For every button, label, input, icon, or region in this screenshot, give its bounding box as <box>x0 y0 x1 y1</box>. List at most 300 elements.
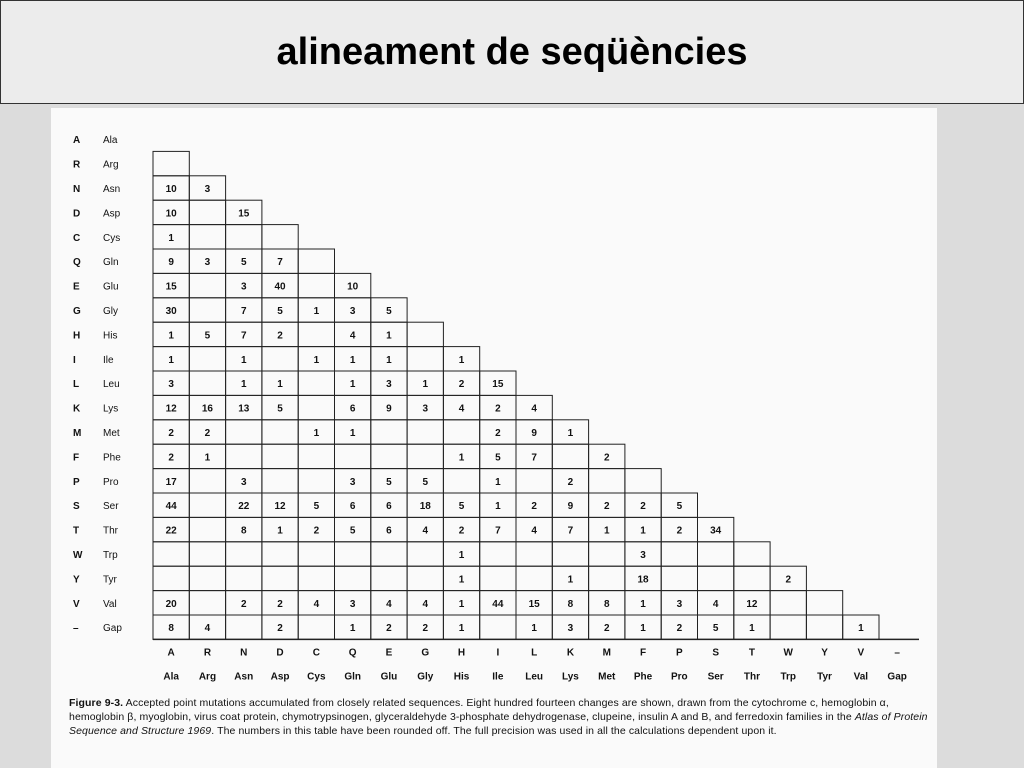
cell-value: 15 <box>492 379 504 391</box>
cell-value: 1 <box>313 428 320 439</box>
matrix-cell <box>407 444 443 468</box>
matrix-cell <box>770 591 806 615</box>
matrix-cell <box>153 566 189 590</box>
row-code: V <box>73 598 80 610</box>
matrix-cell <box>335 566 371 590</box>
column-abbr: His <box>453 671 470 683</box>
row-abbr: Val <box>103 598 117 610</box>
cell-value: 2 <box>386 623 392 635</box>
cell-value: 1 <box>313 354 320 366</box>
cell-value: 1 <box>349 623 356 635</box>
matrix-cell <box>262 469 298 493</box>
cell-value: 2 <box>603 623 610 635</box>
cell-value: 1 <box>749 623 755 635</box>
cell-value: 12 <box>274 501 286 513</box>
caption-label: Figure 9-3. <box>69 697 124 709</box>
cell-value: 5 <box>386 476 392 488</box>
column-code: S <box>712 647 719 659</box>
matrix-cell <box>625 469 661 493</box>
matrix-cell <box>189 371 225 395</box>
column-abbr: Thr <box>743 671 761 683</box>
column-code: F <box>639 647 647 659</box>
row-code: C <box>73 232 81 244</box>
cell-value: 1 <box>386 330 392 342</box>
matrix-cell <box>298 249 334 273</box>
row-abbr: Cys <box>103 232 121 244</box>
cell-value: 1 <box>458 452 465 464</box>
matrix-cell <box>407 420 443 444</box>
row-code: L <box>73 379 80 391</box>
cell-value: 12 <box>746 598 758 610</box>
matrix-cell <box>298 444 334 468</box>
column-abbr: Gln <box>344 671 361 683</box>
cell-value: 1 <box>349 354 356 366</box>
column-code: T <box>748 647 756 659</box>
cell-value: 7 <box>531 452 537 464</box>
column-abbr: Ile <box>492 671 504 683</box>
matrix-cell <box>371 444 407 468</box>
cell-value: 5 <box>495 452 501 464</box>
cell-value: 3 <box>240 281 247 293</box>
column-abbr: Ser <box>707 671 724 683</box>
row-abbr: Pro <box>103 476 119 488</box>
row-abbr: Asn <box>103 184 121 195</box>
matrix-cell <box>298 566 334 590</box>
cell-value: 3 <box>240 476 247 488</box>
cell-value: 9 <box>386 403 392 415</box>
cell-value: 7 <box>495 525 501 537</box>
column-code: I <box>496 647 500 659</box>
row-code: A <box>73 135 81 147</box>
matrix-cell <box>407 347 443 371</box>
cell-value: 22 <box>165 525 177 537</box>
cell-value: 7 <box>240 330 247 342</box>
figure-caption <box>69 696 931 738</box>
cell-value: 5 <box>422 476 429 488</box>
cell-value: 6 <box>386 525 392 537</box>
column-abbr: Asn <box>234 671 254 683</box>
matrix-cell <box>516 542 552 566</box>
row-abbr: Ala <box>103 135 118 147</box>
column-abbr: Gly <box>417 671 434 683</box>
column-abbr: Ala <box>163 671 179 683</box>
row-abbr: Gln <box>103 257 119 269</box>
column-code: H <box>457 647 466 659</box>
cell-value: 5 <box>277 306 283 317</box>
cell-value: 16 <box>201 403 214 415</box>
cell-value: 10 <box>165 208 177 220</box>
cell-value: 1 <box>386 354 392 366</box>
row-abbr: Thr <box>103 525 118 537</box>
cell-value: 1 <box>240 354 247 366</box>
cell-value: 15 <box>165 281 177 293</box>
caption-source: Atlas of Protein Sequence and Structure 1969 <box>69 711 928 737</box>
matrix-cell <box>371 420 407 444</box>
row-code: W <box>73 550 83 561</box>
row-code: Y <box>73 574 80 586</box>
column-code: K <box>566 647 575 659</box>
matrix-cell <box>516 566 552 590</box>
column-abbr: Phe <box>633 671 653 683</box>
matrix-cell <box>770 615 806 639</box>
cell-value: 12 <box>165 403 177 415</box>
slide-title: alineament de seqüències <box>276 30 748 73</box>
matrix-cell <box>189 347 225 371</box>
row-abbr: Gly <box>103 306 118 317</box>
cell-value: 5 <box>240 257 247 269</box>
column-code: W <box>783 647 793 659</box>
caption-text-2: . The numbers in this table have been rounded off. The full precision was used in all the calculations dependent upon it. <box>211 725 777 737</box>
cell-value: 7 <box>567 525 574 537</box>
column-abbr: Lys <box>562 671 579 683</box>
cell-value: 1 <box>458 354 465 366</box>
column-code: P <box>676 647 683 659</box>
column-code: Y <box>821 647 828 659</box>
matrix-cell <box>480 542 516 566</box>
row-code: D <box>73 208 81 220</box>
matrix-cell <box>189 566 225 590</box>
cell-value: 1 <box>531 623 537 635</box>
column-abbr: Asp <box>270 671 290 683</box>
matrix-cell <box>698 566 734 590</box>
cell-value: 44 <box>492 598 504 610</box>
scanned-figure <box>51 108 937 768</box>
matrix-cell <box>226 566 262 590</box>
cell-value: 15 <box>528 598 540 610</box>
cell-value: 2 <box>603 452 610 464</box>
cell-value: 40 <box>274 281 286 293</box>
cell-value: 8 <box>567 598 574 610</box>
matrix-cell <box>552 542 588 566</box>
mutation-matrix <box>51 108 937 688</box>
caption-text-1: Accepted point mutations accumulated from closely related sequences. Eight hundred fourteen changes are shown, drawn from the cytochrome c, hemoglobin α, hemoglobin β, myoglobin, virus coat protein, chymotrypsinogen, glyceraldehyde 3-phosphate dehydrogenase, clupeine, insulin A and B, and ferredoxin families in the <box>69 697 889 723</box>
matrix-cell <box>407 566 443 590</box>
cell-value: 1 <box>640 623 646 635</box>
matrix-cell <box>298 542 334 566</box>
column-code: N <box>240 647 248 659</box>
cell-value: 2 <box>240 598 247 610</box>
row-code: M <box>73 428 82 439</box>
cell-value: 4 <box>349 330 356 342</box>
matrix-cell <box>153 542 189 566</box>
cell-value: 1 <box>277 525 283 537</box>
matrix-cell <box>661 542 697 566</box>
matrix-cell <box>262 566 298 590</box>
cell-value: 2 <box>458 525 465 537</box>
cell-value: 8 <box>603 598 610 610</box>
cell-value: 2 <box>676 525 683 537</box>
cell-value: 3 <box>349 476 356 488</box>
cell-value: 5 <box>349 525 356 537</box>
cell-value: 4 <box>386 598 392 610</box>
cell-value: 3 <box>349 306 356 317</box>
cell-value: 2 <box>567 476 574 488</box>
matrix-cell <box>371 542 407 566</box>
cell-value: 5 <box>458 501 465 513</box>
cell-value: 3 <box>567 623 574 635</box>
matrix-cell <box>734 542 770 566</box>
column-code: C <box>312 647 320 659</box>
matrix-cell <box>480 615 516 639</box>
matrix-cell <box>189 517 225 541</box>
cell-value: 1 <box>349 428 356 439</box>
matrix-cell <box>661 566 697 590</box>
slide-title-bar <box>0 0 1024 104</box>
matrix-cell <box>443 420 479 444</box>
matrix-cell <box>298 469 334 493</box>
matrix-cell <box>407 322 443 346</box>
row-abbr: Tyr <box>103 574 117 586</box>
cell-value: 1 <box>567 428 574 439</box>
cell-value: 13 <box>238 403 250 415</box>
cell-value: 3 <box>640 550 646 561</box>
cell-value: 3 <box>204 184 211 195</box>
cell-value: 4 <box>422 525 429 537</box>
cell-value: 2 <box>495 428 501 439</box>
cell-value: 2 <box>603 501 610 513</box>
cell-value: 2 <box>640 501 646 513</box>
cell-value: 5 <box>313 501 320 513</box>
matrix-cell <box>153 151 189 175</box>
cell-value: 1 <box>168 330 174 342</box>
matrix-cell <box>189 298 225 322</box>
column-code: G <box>421 647 430 659</box>
cell-value: 5 <box>204 330 211 342</box>
matrix-cell <box>262 542 298 566</box>
column-code: V <box>857 647 865 659</box>
cell-value: 7 <box>240 306 247 317</box>
matrix-cell <box>189 469 225 493</box>
cell-value: 2 <box>422 623 429 635</box>
cell-value: 30 <box>165 306 177 317</box>
row-code: N <box>73 184 81 195</box>
column-code: – <box>894 647 900 659</box>
cell-value: 4 <box>531 403 537 415</box>
cell-value: 2 <box>277 598 283 610</box>
cell-value: 1 <box>204 452 211 464</box>
cell-value: 4 <box>531 525 537 537</box>
row-code: G <box>73 306 81 317</box>
matrix-cell <box>298 395 334 419</box>
matrix-cell <box>226 420 262 444</box>
matrix-cell <box>552 444 588 468</box>
cell-value: 1 <box>168 232 174 244</box>
column-code: Q <box>348 647 357 659</box>
row-abbr: Glu <box>103 281 119 293</box>
cell-value: 15 <box>238 208 250 220</box>
matrix-cell <box>734 566 770 590</box>
row-code: T <box>73 525 80 537</box>
matrix-cell <box>806 615 842 639</box>
column-abbr: Val <box>853 671 869 683</box>
row-abbr: Lys <box>103 403 119 415</box>
cell-value: 1 <box>349 379 356 391</box>
matrix-cell <box>189 273 225 297</box>
cell-value: 2 <box>458 379 465 391</box>
column-code: M <box>602 647 611 659</box>
cell-value: 22 <box>238 501 250 513</box>
cell-value: 5 <box>676 501 683 513</box>
row-abbr: Asp <box>103 208 121 220</box>
column-abbr: Leu <box>525 671 544 683</box>
matrix-cell <box>589 469 625 493</box>
matrix-cell <box>189 493 225 517</box>
row-abbr: Ser <box>103 501 119 513</box>
cell-value: 2 <box>313 525 320 537</box>
cell-value: 2 <box>168 452 174 464</box>
cell-value: 1 <box>458 623 465 635</box>
cell-value: 6 <box>386 501 392 513</box>
cell-value: 2 <box>277 623 283 635</box>
cell-value: 1 <box>422 379 429 391</box>
matrix-cell <box>226 615 262 639</box>
cell-value: 3 <box>168 379 174 391</box>
matrix-cell <box>189 542 225 566</box>
cell-value: 8 <box>240 525 247 537</box>
cell-value: 6 <box>349 403 356 415</box>
column-code: A <box>167 647 175 659</box>
cell-value: 2 <box>495 403 501 415</box>
row-code: K <box>73 403 81 415</box>
matrix-cell <box>262 347 298 371</box>
row-abbr: Ile <box>103 354 114 366</box>
matrix-cell <box>226 542 262 566</box>
row-code: I <box>73 354 76 366</box>
matrix-cell <box>806 591 842 615</box>
column-abbr: Cys <box>307 671 326 683</box>
cell-value: 10 <box>347 281 359 293</box>
row-code: R <box>73 159 81 171</box>
cell-value: 3 <box>676 598 683 610</box>
row-abbr: Met <box>103 428 120 439</box>
column-code: R <box>203 647 212 659</box>
row-code: P <box>73 476 80 488</box>
cell-value: 20 <box>165 598 177 610</box>
cell-value: 1 <box>858 623 864 635</box>
cell-value: 4 <box>204 623 211 635</box>
cell-value: 9 <box>567 501 574 513</box>
cell-value: 5 <box>386 306 392 317</box>
cell-value: 3 <box>204 257 211 269</box>
matrix-cell <box>371 566 407 590</box>
matrix-cell <box>189 591 225 615</box>
row-code: E <box>73 281 80 293</box>
cell-value: 1 <box>168 354 174 366</box>
matrix-cell <box>407 542 443 566</box>
cell-value: 1 <box>495 501 501 513</box>
cell-value: 2 <box>785 574 792 586</box>
cell-value: 7 <box>277 257 283 269</box>
cell-value: 5 <box>712 623 719 635</box>
cell-value: 1 <box>567 574 574 586</box>
cell-value: 1 <box>603 525 610 537</box>
cell-value: 2 <box>168 428 174 439</box>
cell-value: 9 <box>168 257 174 269</box>
column-abbr: Tyr <box>817 671 832 683</box>
matrix-cell <box>443 469 479 493</box>
row-abbr: Trp <box>103 550 118 561</box>
row-abbr: Phe <box>103 452 121 464</box>
cell-value: 44 <box>165 501 177 513</box>
cell-value: 3 <box>349 598 356 610</box>
matrix-cell <box>298 273 334 297</box>
cell-value: 1 <box>277 379 283 391</box>
matrix-cell <box>589 566 625 590</box>
column-abbr: Gap <box>887 671 907 683</box>
cell-value: 5 <box>277 403 283 415</box>
cell-value: 2 <box>277 330 283 342</box>
cell-value: 3 <box>386 379 392 391</box>
cell-value: 4 <box>458 403 465 415</box>
cell-value: 4 <box>422 598 429 610</box>
cell-value: 1 <box>495 476 501 488</box>
matrix-cell <box>262 444 298 468</box>
matrix-cell <box>516 469 552 493</box>
column-code: E <box>385 647 393 659</box>
column-abbr: Glu <box>380 671 398 683</box>
cell-value: 2 <box>204 428 211 439</box>
cell-value: 1 <box>458 598 465 610</box>
cell-value: 17 <box>165 476 177 488</box>
matrix-cell <box>189 225 225 249</box>
cell-value: 18 <box>419 501 431 513</box>
cell-value: 3 <box>422 403 429 415</box>
cell-value: 34 <box>710 525 722 537</box>
matrix-cell <box>589 542 625 566</box>
matrix-cell <box>262 420 298 444</box>
matrix-cell <box>262 225 298 249</box>
matrix-cell <box>298 615 334 639</box>
matrix-cell <box>698 542 734 566</box>
cell-value: 2 <box>676 623 683 635</box>
row-code: F <box>73 452 80 464</box>
cell-value: 1 <box>240 379 247 391</box>
matrix-cell <box>226 225 262 249</box>
row-code: S <box>73 501 80 513</box>
column-abbr: Met <box>598 671 616 683</box>
matrix-cell <box>298 371 334 395</box>
matrix-cell <box>335 542 371 566</box>
matrix-cell <box>480 566 516 590</box>
cell-value: 1 <box>640 525 646 537</box>
cell-value: 9 <box>531 428 537 439</box>
cell-value: 4 <box>313 598 320 610</box>
column-abbr: Trp <box>780 671 797 683</box>
cell-value: 4 <box>712 598 719 610</box>
cell-value: 6 <box>349 501 356 513</box>
column-abbr: Arg <box>198 671 217 683</box>
cell-value: 2 <box>531 501 537 513</box>
row-code: Q <box>73 257 81 269</box>
row-code: H <box>73 330 81 342</box>
matrix-cell <box>189 200 225 224</box>
cell-value: 10 <box>165 184 177 195</box>
row-abbr: Gap <box>103 623 122 635</box>
column-abbr: Pro <box>671 671 688 683</box>
cell-value: 1 <box>640 598 646 610</box>
row-abbr: Leu <box>103 379 120 391</box>
cell-value: 1 <box>313 306 320 317</box>
matrix-cell <box>226 444 262 468</box>
cell-value: 8 <box>168 623 174 635</box>
column-code: L <box>531 647 538 659</box>
matrix-cell <box>335 444 371 468</box>
matrix-cell <box>298 322 334 346</box>
row-code: – <box>73 623 79 635</box>
cell-value: 18 <box>637 574 649 586</box>
cell-value: 1 <box>458 550 465 561</box>
cell-value: 1 <box>458 574 465 586</box>
